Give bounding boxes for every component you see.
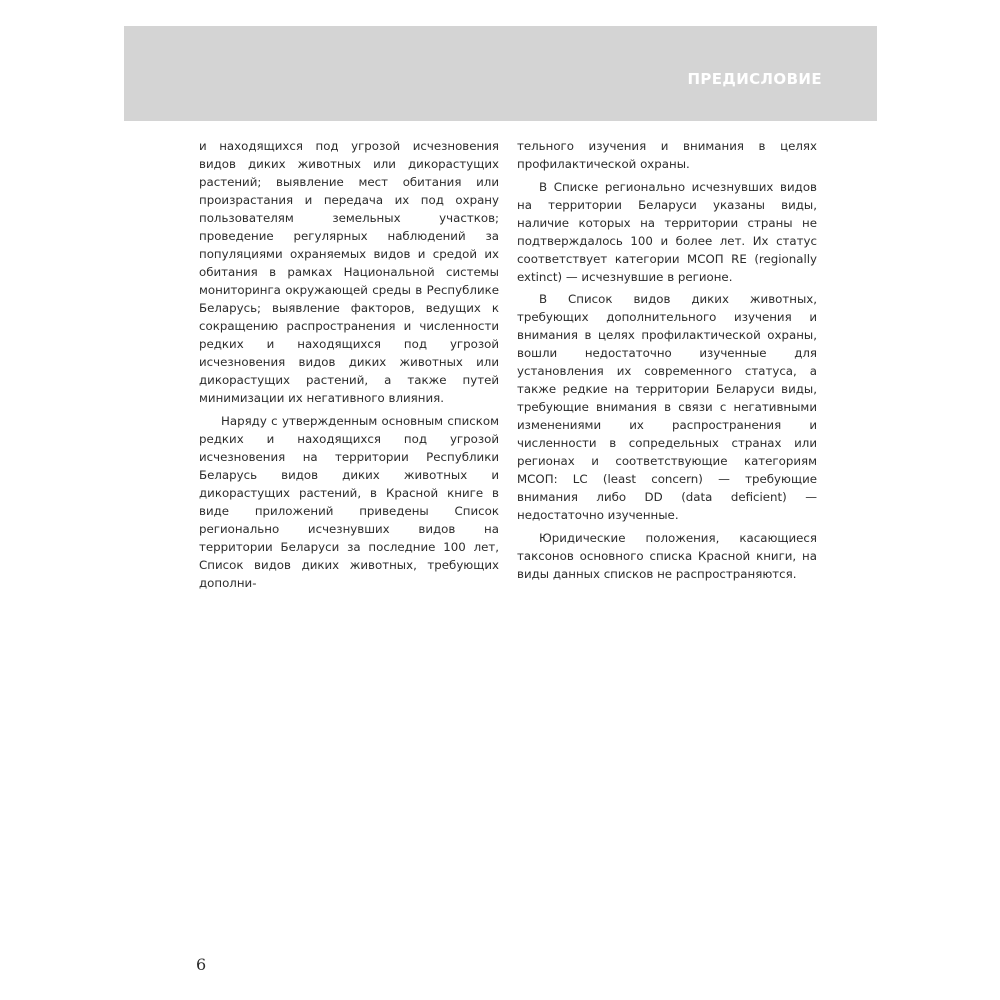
right-text-column [517,137,817,587]
section-title: ПРЕДИСЛОВИЕ [687,70,822,88]
header-band [124,26,877,121]
left-text-column [199,137,499,596]
paragraph: В Список видов диких животных, требующих дополнительного изучения и внимания в целях профилактической охраны, вошли недостаточно изученные для установления их современного статуса, а также редкие на территории Беларуси виды, требующие внимания в связи с негативными изменениями их распространения и численности в сопредельных странах или регионах и соответствующие категориям МСОП: LC (least concern) — требующие внимания либо DD (data deficient) — недостаточно изученные. [517,292,817,522]
page-number: 6 [196,955,207,974]
paragraph: В Списке регионально исчезнувших видов на территории Беларуси указаны виды, наличие которых на территории страны не подтверждалось 100 и более лет. Их статус соответствует категории МСОП RE (regionally extinct) — исчезнувшие в регионе. [517,179,817,284]
paragraph: и находящихся под угрозой исчезновения видов диких животных или дикорастущих растений; выявление мест обитания или произрастания и передача их под охрану пользователям земельных участков; проведение регулярных наблюдений за популяциями охраняемых видов и средой их обитания в рамках Национальной системы мониторинга окружающей среды в Республике Беларусь; выявление факторов, ведущих к сокращению распространения и численности редких и находящихся под угрозой исчезновения видов диких животных или дикорастущих растений, а также путей минимизации их негативного влияния. [199,139,499,405]
paragraph: тельного изучения и внимания в целях профилактической охраны. [517,139,817,171]
paragraph: Юридические положения, касающиеся таксонов основного списка Красной книги, на виды данных списков не распространяются. [517,530,817,581]
paragraph: Наряду с утвержденным основным списком редких и находящихся под угрозой исчезновения на территории Республики Беларусь видов диких животных и дикорастущих растений, в Красной книге в виде приложений приведены Список регионально исчезнувших видов на территории Беларуси за последние 100 лет, Список видов диких животных, требующих дополни- [199,413,499,590]
